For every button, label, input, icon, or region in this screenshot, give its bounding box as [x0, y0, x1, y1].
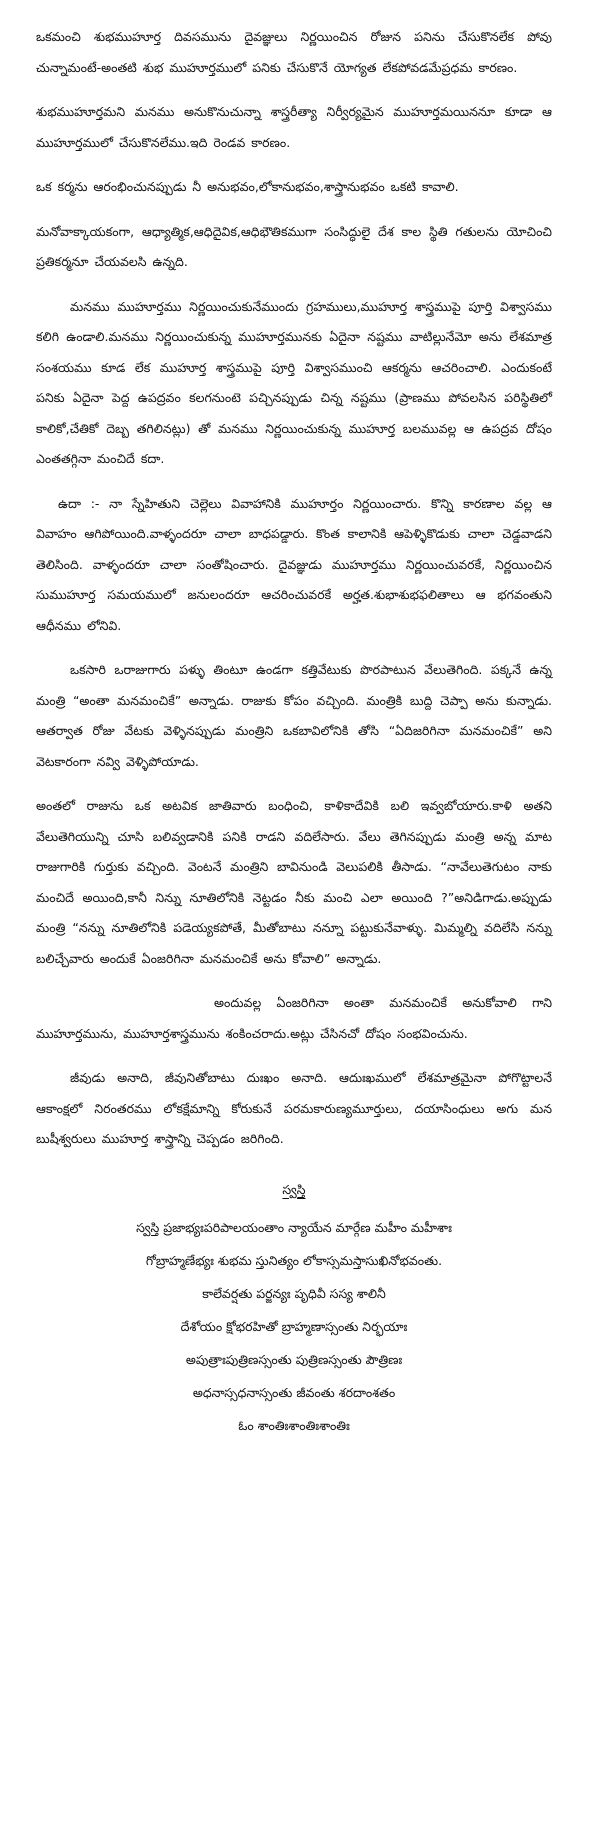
blessing-line: స్వస్తి ప్రజాభ్యఃపరిపాలయంతాం న్యాయేన మార్గేణ మహీం మహీశాః — [136, 1219, 452, 1235]
paragraph-first-reason: ఒకమంచి శుభముహూర్త దివసమును దైవజ్ఞులు నిర్ణయించిన రోజున పనిను చేసుకొనలేక పోవు చున్నామంటే-అంతటి శుభ ముహూర్తములో పనికు చేసుకొనే యోగ్యత లేకపోవడమేప్రధమ కారణం. — [36, 29, 552, 75]
paragraph-second-reason: శుభముహూర్తమని మనము అనుకొనుచున్నా శాస్త్రరీత్యా నిర్వీర్యమైన ముహూర్తమయిననూ కూడా ఆ ముహూర్తములో చేసుకొనలేము.ఇది రెండవ కారణం. — [36, 104, 552, 150]
paragraph-example: ఉదా :- నా స్నేహితుని చెల్లెలు వివాహానికి ముహూర్తం నిర్ణయించారు. కొన్ని కారణాల వల్ల ఆ వివాహం ఆగిపోయింది.వాళ్ళందరూ చాలా బాధపడ్డారు. కొంత కాలానికి ఆపెళ్ళికొడుకు చాలా చెడ్డవాడని తెలిసింది. వాళ్ళందరూ చాలా సంతోషించారు. దైవజ్ఞుడు ముహూర్తము నిర్ణయించువరకే, నిర్ణయించిన సుముహూర్త సమయములో జనులందరూ ఆచరించువరకే అర్హత.శుభాశుభఫలితాలు ఆ భగవంతుని ఆధీనము లోనివి. — [36, 495, 552, 633]
paragraph-experience: ఒక కర్మను ఆరంభించునప్పుడు నీ అనుభవం,లోకానుభవం,శాస్త్రానుభవం ఒకటి కావాలి. — [36, 179, 459, 194]
blessing-line: దేశోయం క్షోభరహితో బ్రాహ్మణాస్సంతు నిర్భయాః — [180, 1318, 408, 1334]
paragraph-king-story: ఒకసారి ఒరాజుగారు పళ్ళు తింటూ ఉండగా కత్తివేటుకు పొరపాటున వేలుతెగింది. పక్కనే ఉన్న మంత్రి “అంతా మనమంచికే” అన్నాడు. రాజుకు కోపం వచ్చింది. మంత్రికి బుద్ది చెప్పా అను కున్నాడు. ఆతర్వాత రోజు వేటకు వెళ్ళినప్పుడు మంత్రిని ఒకబావిలోనికి తోసి “ఏదిజరిగినా మనమంచికే” అని వెటకారంగా నవ్వి వెళ్ళిపోయాడు. — [36, 662, 552, 769]
blessing-section — [36, 1177, 552, 1442]
paragraph-king-story-continued: అంతలో రాజును ఒక అటవిక జాతివారు బంధించి, కాళికాదేవికి బలి ఇవ్వబోయారు.కాళి అతని వేలుతెగియున్ని చూసి బలివ్వడానికి పనికి రాడని వదిలేసారు. వేలు తెగినప్పుడు మంత్రి అన్న మాట రాజుగారికి గుర్తుకు వచ్చింది. వెంటనే మంత్రిని బావినుండి వెలుపలికి తీసాడు. “నావేలుతెగుటం నాకు మంచిదే అయింది,కానీ నిన్ను నూతిలోనికి నెట్టడం నీకు మంచి ఎలా అయింది ?”అనిడిగాడు.అప్పుడు మంత్రి “నన్ను నూతిలోనికి పడెయ్యకపోతే, మీతోబాటు నన్నూ పట్టుకునేవాళ్ళు. మిమ్మల్ని వదిలేసి నన్ను బలిచ్చేవారు అందుకే ఏంజరిగినా మనమంచికే అను కోవాలి” అన్నాడు. — [36, 798, 552, 966]
blessing-line: అపుత్రాఃపుత్రిణస్సంతు పుత్రిణస్సంతు పౌత్రిణః — [185, 1351, 403, 1367]
paragraph-faith-in-muhurta: మనము ముహూర్తము నిర్ణయించుకునేముందు గ్రహములు,ముహూర్త శాస్త్రముపై పూర్తి విశ్వాసము కలిగి ఉండాలి.మనము నిర్ణయించుకున్న ముహూర్తమునకు ఏదైనా నష్టము వాటిల్లునేమో అను లేశమాత్ర సంశయము కూడ లేక ముహూర్త శాస్త్రముపై పూర్తి విశ్వాసముంచి ఆకర్మను ఆచరించాలి. ఎందుకంటే పనికు ఏదైనా పెద్ద ఉపద్రవం కలగనుంటె పచ్చినప్పుడు చిన్న నష్టము (ప్రాణము పోవలసిన పరిస్థితిలో కాలికో,చేతికో దెబ్బ తగిలినట్లు) తో మనము నిర్ణయించుకున్న ముహూర్త బలమువల్ల ఆ ఉపద్రవ దోషం ఎంతతగ్గినా మంచిదే కదా. — [36, 298, 552, 466]
blessing-line: గోబ్రాహ్మణేభ్యః శుభమ స్తునిత్యం లోకాస్సమస్తాసుఖినోభవంతు. — [145, 1252, 443, 1268]
blessing-heading: స్వస్తి — [282, 1181, 306, 1197]
blessing-line: కాలేవర్షతు పర్జన్యః పృధివీ సస్య శాలినీ — [202, 1285, 386, 1301]
paragraph-conclusion: అందువల్ల ఏంజరిగినా అంతా మనమంచికే అనుకోవాలి గాని ముహూర్తమును, ముహూర్తశాస్త్రమును శంకించరాదు.అట్లు చేసినచో దోషం సంభవించును. — [36, 995, 552, 1041]
paragraph-readiness: మనోవాక్కాయకంగా, ఆధ్యాత్మిక,ఆధిదైవిక,ఆధిభౌతికముగా సంసిద్ధులై దేశ కాల స్థితి గతులను యోచించి ప్రతికర్మనూ చేయవలసి ఉన్నది. — [36, 223, 552, 269]
blessing-line: అధనాస్సధనాస్సంతు జీవంతు శరదాంశతం — [192, 1384, 396, 1400]
blessing-line-shanti: ఓం శాంతిఃశాంతిఃశాంతిః — [238, 1417, 350, 1433]
paragraph-sages: జీవుడు అనాది, జీవునితోబాటు దుఃఖం అనాది. ఆదుఃఖములో లేశమాత్రమైనా పోగొట్టాలనే ఆకాంక్షలో నిరంతరము లోకక్షేమాన్ని కోరుకునే పరమకారుణ్యమూర్తులు, దయాసింధులు అగు మన బుషీశ్వరులు ముహూర్త శాస్త్రాన్ని చెప్పడం జరిగింది. — [36, 1070, 552, 1146]
